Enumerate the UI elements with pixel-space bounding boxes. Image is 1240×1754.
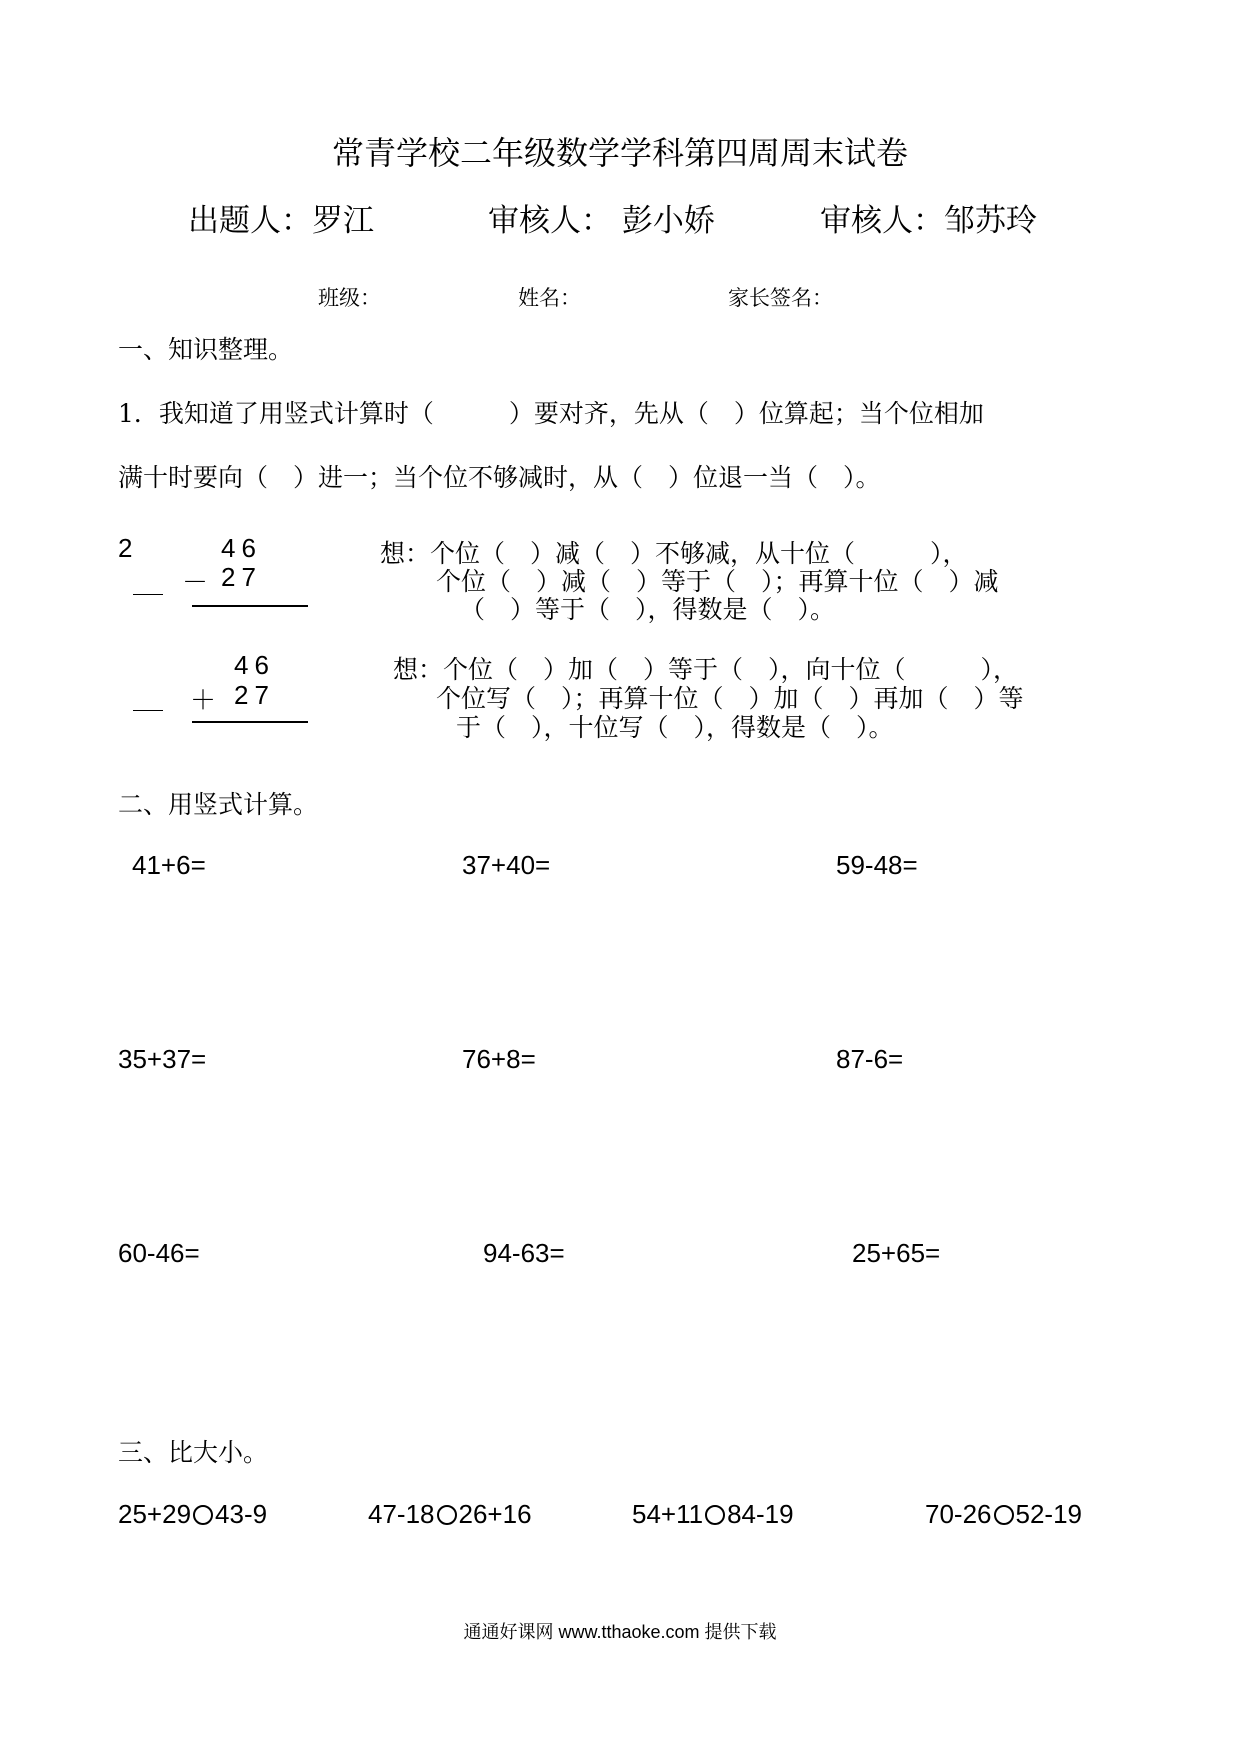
class-label: 班级：	[318, 286, 381, 310]
subtraction-think-line-2: 个位（ ）减（ ）等于（ ）；再算十位（ ）减	[436, 567, 999, 596]
setter-text: 出题人：罗江	[188, 203, 374, 239]
addition-think-line-1: 想：个位（ ）加（ ）等于（ ），向十位（ ），	[393, 655, 1019, 684]
addition-bottom-number: 27	[234, 680, 275, 710]
section-3-heading: 三、比大小。	[118, 1438, 269, 1467]
compare-right: 84-19	[727, 1499, 794, 1529]
compare-left: 54+11	[632, 1499, 704, 1529]
answer-blank	[133, 710, 163, 711]
calc-problem: 60-46=	[118, 1238, 200, 1268]
reviewer-2-text: 审核人：邹苏玲	[820, 203, 1037, 239]
calc-problem: 25+65=	[852, 1238, 941, 1268]
name-label: 姓名：	[518, 286, 581, 310]
answer-blank	[133, 594, 163, 595]
section-1-heading: 一、知识整理。	[118, 335, 294, 364]
calc-problem: 87-6=	[836, 1044, 904, 1074]
reviewer-1-text: 审核人： 彭小娇	[488, 203, 715, 239]
calc-problem: 59-48=	[836, 850, 918, 880]
plus-sign: ＋	[190, 685, 217, 715]
calc-problem: 35+37=	[118, 1044, 207, 1074]
subtraction-bottom-number: 27	[221, 562, 262, 592]
compare-circle-icon[interactable]	[193, 1505, 213, 1525]
compare-item	[118, 1499, 267, 1530]
subtraction-think-line-1: 想：个位（ ）减（ ）不够减，从十位（ ），	[380, 539, 968, 568]
calc-problem: 37+40=	[462, 850, 551, 880]
subtraction-think-line-3: （ ）等于（ ），得数是（ ）。	[460, 595, 836, 624]
calc-problem: 41+6=	[132, 850, 206, 880]
minus-sign: －	[182, 567, 209, 597]
compare-left: 25+29	[118, 1499, 192, 1529]
compare-item	[925, 1499, 1082, 1530]
footer-credit: 通通好课网 www.tthaoke.com 提供下载	[463, 1622, 777, 1642]
compare-right: 26+16	[458, 1499, 532, 1529]
compare-item	[368, 1499, 532, 1530]
parent-signature-label: 家长签名：	[728, 286, 833, 310]
page-title: 常青学校二年级数学学科第四周周末试卷	[331, 134, 908, 172]
addition-rule	[192, 721, 308, 723]
subtraction-top-number: 46	[221, 533, 262, 563]
compare-circle-icon[interactable]	[437, 1505, 457, 1525]
addition-think-line-3: 于（ ），十位写（ ），得数是（ ）。	[456, 713, 894, 742]
addition-think-line-2: 个位写（ ）；再算十位（ ）加（ ）再加（ ）等	[436, 684, 1024, 713]
compare-right: 43-9	[215, 1499, 268, 1529]
section-2-heading: 二、用竖式计算。	[118, 790, 319, 819]
question-2-number: 2	[118, 533, 133, 563]
subtraction-rule	[192, 605, 308, 607]
compare-item	[632, 1499, 794, 1530]
calc-problem: 76+8=	[462, 1044, 536, 1074]
question-1-line-1: 1．我知道了用竖式计算时（ ）要对齐，先从（ ）位算起；当个位相加	[118, 399, 984, 428]
compare-left: 47-18	[368, 1499, 435, 1529]
addition-top-number: 46	[234, 650, 275, 680]
compare-left: 70-26	[925, 1499, 992, 1529]
compare-circle-icon[interactable]	[705, 1505, 725, 1525]
compare-right: 52-19	[1015, 1499, 1082, 1529]
compare-circle-icon[interactable]	[994, 1505, 1014, 1525]
calc-problem: 94-63=	[483, 1238, 565, 1268]
question-1-line-2: 满十时要向（ ）进一；当个位不够减时，从（ ）位退一当（ ）。	[118, 463, 881, 492]
